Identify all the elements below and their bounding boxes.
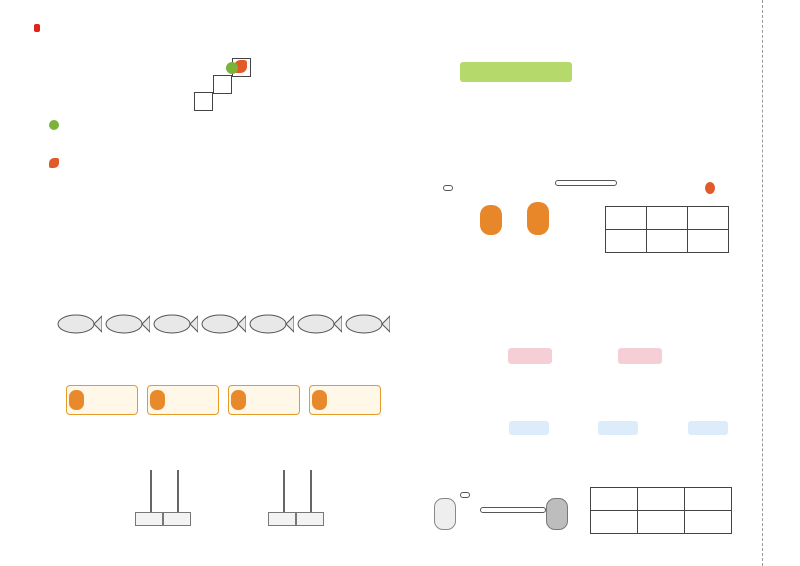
- fish-card[interactable]: [152, 313, 198, 335]
- check-cell[interactable]: [638, 511, 685, 534]
- cell-51: [194, 92, 213, 111]
- vote-number[interactable]: [509, 421, 549, 435]
- maple-leaf-icon: [49, 158, 59, 168]
- fox-icon: [69, 390, 84, 410]
- check-cell[interactable]: [591, 511, 638, 534]
- fish-card[interactable]: [104, 313, 150, 335]
- fish-card[interactable]: [200, 313, 246, 335]
- answer-table-1[interactable]: [605, 206, 729, 253]
- gray-rabbit-icon: [546, 498, 568, 530]
- speech-bubble-xiaosong: [555, 180, 617, 186]
- check-cell[interactable]: [685, 511, 732, 534]
- green-leaf-icon: [49, 120, 59, 130]
- answer-option[interactable]: [647, 207, 688, 230]
- pinecone-icon: [705, 182, 715, 194]
- fox-icon: [312, 390, 327, 410]
- fox-icon: [150, 390, 165, 410]
- hundred-chart-fragment: [194, 58, 250, 110]
- game-rule-title: [460, 62, 572, 82]
- answer-option[interactable]: [688, 207, 729, 230]
- vote-number[interactable]: [688, 421, 728, 435]
- vote-number[interactable]: [598, 421, 638, 435]
- white-rabbit-icon: [434, 498, 456, 530]
- fish-card[interactable]: [344, 313, 390, 335]
- tens-label: [135, 512, 163, 526]
- ones-label: [163, 512, 191, 526]
- ones-label: [296, 512, 324, 526]
- fish-row: [56, 313, 396, 341]
- answer-option[interactable]: [685, 488, 732, 511]
- abacus-min[interactable]: [268, 462, 330, 542]
- check-cell[interactable]: [606, 230, 647, 253]
- speech-bubble-white-rabbit: [460, 492, 470, 498]
- clue-card[interactable]: [66, 385, 138, 415]
- clue-card[interactable]: [147, 385, 219, 415]
- answer-option[interactable]: [638, 488, 685, 511]
- clue-card[interactable]: [309, 385, 381, 415]
- answer-option[interactable]: [606, 207, 647, 230]
- check-cell[interactable]: [647, 230, 688, 253]
- green-leaf-icon: [226, 62, 238, 74]
- fox-icon: [231, 390, 246, 410]
- clue-card[interactable]: [228, 385, 300, 415]
- fish-card[interactable]: [296, 313, 342, 335]
- check-cell[interactable]: [688, 230, 729, 253]
- answer-option[interactable]: [591, 488, 638, 511]
- speech-bubble-huahua: [443, 185, 453, 191]
- squirrel-icon: [527, 202, 549, 235]
- tens-label: [268, 512, 296, 526]
- binding-line: [762, 0, 763, 566]
- speech-bubble-gray-rabbit: [480, 507, 546, 513]
- squirrel-icon: [480, 205, 502, 235]
- fish-card[interactable]: [248, 313, 294, 335]
- page-header: [34, 15, 40, 34]
- answer-table-3[interactable]: [590, 487, 732, 534]
- name-mingming[interactable]: [618, 348, 662, 364]
- abacus-max[interactable]: [135, 462, 197, 542]
- name-peipei[interactable]: [508, 348, 552, 364]
- header-tag: [34, 24, 40, 32]
- fish-card[interactable]: [56, 313, 102, 335]
